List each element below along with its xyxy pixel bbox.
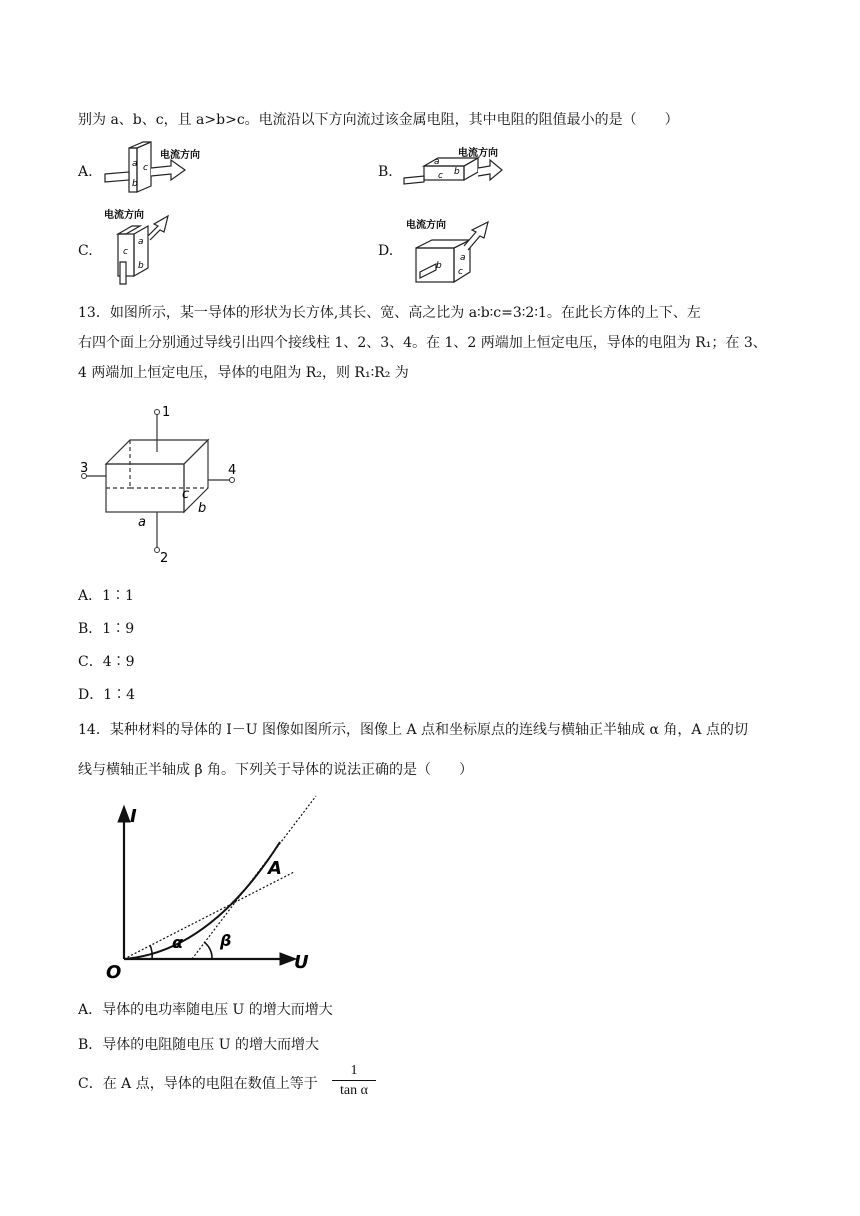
q12-d-face-a: a xyxy=(460,253,466,263)
q13-edge-c: c xyxy=(182,487,190,502)
q14-option-c: C．在 A 点，导体的电阻在数值上等于 xyxy=(78,1076,318,1092)
q14-stem-line-2: 线与横轴正半轴成 β 角。下列关于导体的说法正确的是（ ） xyxy=(78,762,473,778)
q14-stem-line-1: 14．某种材料的导体的 I－U 图像如图所示，图像上 A 点和坐标原点的连线与横轴正半轴成 α 角，A 点的切 xyxy=(78,722,748,738)
q13-stem-line-2: 右四个面上分别通过导线引出四个接线柱 1、2、3、4。在 1、2 两端加上恒定电压，导体的电阻为 R₁；在 3、 xyxy=(78,335,767,351)
q12-option-d-key: D. xyxy=(378,243,394,259)
q14-option-c-fraction xyxy=(332,1062,376,1101)
q12-option-c-figure xyxy=(98,210,188,290)
q14-option-b: B．导体的电阻随电压 U 的增大而增大 xyxy=(78,1037,319,1053)
q12-option-d-figure xyxy=(406,214,506,289)
q12-option-b-figure xyxy=(402,144,512,199)
q13-option-a: A．1∶1 xyxy=(78,588,134,604)
q12-a-face-a: a xyxy=(132,159,138,169)
q13-stem-line-3: 4 两端加上恒定电压，导体的电阻为 R₂，则 R₁∶R₂ 为 xyxy=(78,365,409,381)
q14-option-a: A．导体的电功率随电压 U 的增大而增大 xyxy=(78,1002,333,1018)
q14-axis-u-label: U xyxy=(294,952,309,973)
q12-d-face-c: c xyxy=(458,267,463,277)
q14-angle-alpha: α xyxy=(172,933,183,952)
q12-option-b-key: B. xyxy=(378,164,393,180)
q13-option-c: C．4∶9 xyxy=(78,654,135,670)
q12-b-face-b: b xyxy=(454,167,460,177)
q13-option-b: B．1∶9 xyxy=(78,621,135,637)
q12-b-direction-label: 电流方向 xyxy=(458,148,498,159)
q12-a-face-c: c xyxy=(143,163,148,173)
q13-terminal-1: 1 xyxy=(162,405,171,420)
q12-d-face-b: b xyxy=(436,261,442,271)
fraction-denominator: tan α xyxy=(332,1080,376,1101)
q13-edge-b: b xyxy=(198,501,207,516)
q13-cuboid-figure xyxy=(78,400,248,565)
q12-c-face-b: b xyxy=(138,261,144,271)
q12-a-face-b: b xyxy=(132,179,138,189)
q12-c-direction-label: 电流方向 xyxy=(104,210,144,221)
q13-terminal-2: 2 xyxy=(160,551,169,566)
q12-a-direction-label: 电流方向 xyxy=(160,150,200,161)
q12-b-face-a: a xyxy=(434,157,440,167)
q12-option-a-key: A. xyxy=(78,164,93,180)
q13-option-d: D．1∶4 xyxy=(78,687,136,703)
q12-option-c-key: C. xyxy=(78,243,93,259)
q14-origin-label: O xyxy=(106,962,122,983)
q13-terminal-3: 3 xyxy=(80,461,89,476)
q12-c-face-c: c xyxy=(123,247,128,257)
q12-b-face-c: c xyxy=(438,171,443,181)
q12-option-a-figure xyxy=(105,140,215,200)
q12-d-direction-label: 电流方向 xyxy=(406,220,446,231)
q12-stem-line: 别为 a、b、c，且 a>b>c。电流沿以下方向流过该金属电阻，其中电阻的阻值最小的是（ ） xyxy=(78,112,679,128)
q14-axis-i-label: I xyxy=(130,806,137,827)
q13-stem-line-1: 13．如图所示，某一导体的形状为长方体,其长、宽、高之比为 a∶b∶c=3∶2∶1。在此长方体的上下、左 xyxy=(78,305,701,321)
q12-c-face-a: a xyxy=(138,237,144,247)
q14-iu-graph xyxy=(100,792,340,982)
q13-edge-a: a xyxy=(138,515,146,530)
q14-angle-beta: β xyxy=(220,931,232,950)
fraction-numerator: 1 xyxy=(350,1063,358,1078)
q14-point-a-label: A xyxy=(268,858,282,879)
q13-terminal-4: 4 xyxy=(228,463,237,478)
